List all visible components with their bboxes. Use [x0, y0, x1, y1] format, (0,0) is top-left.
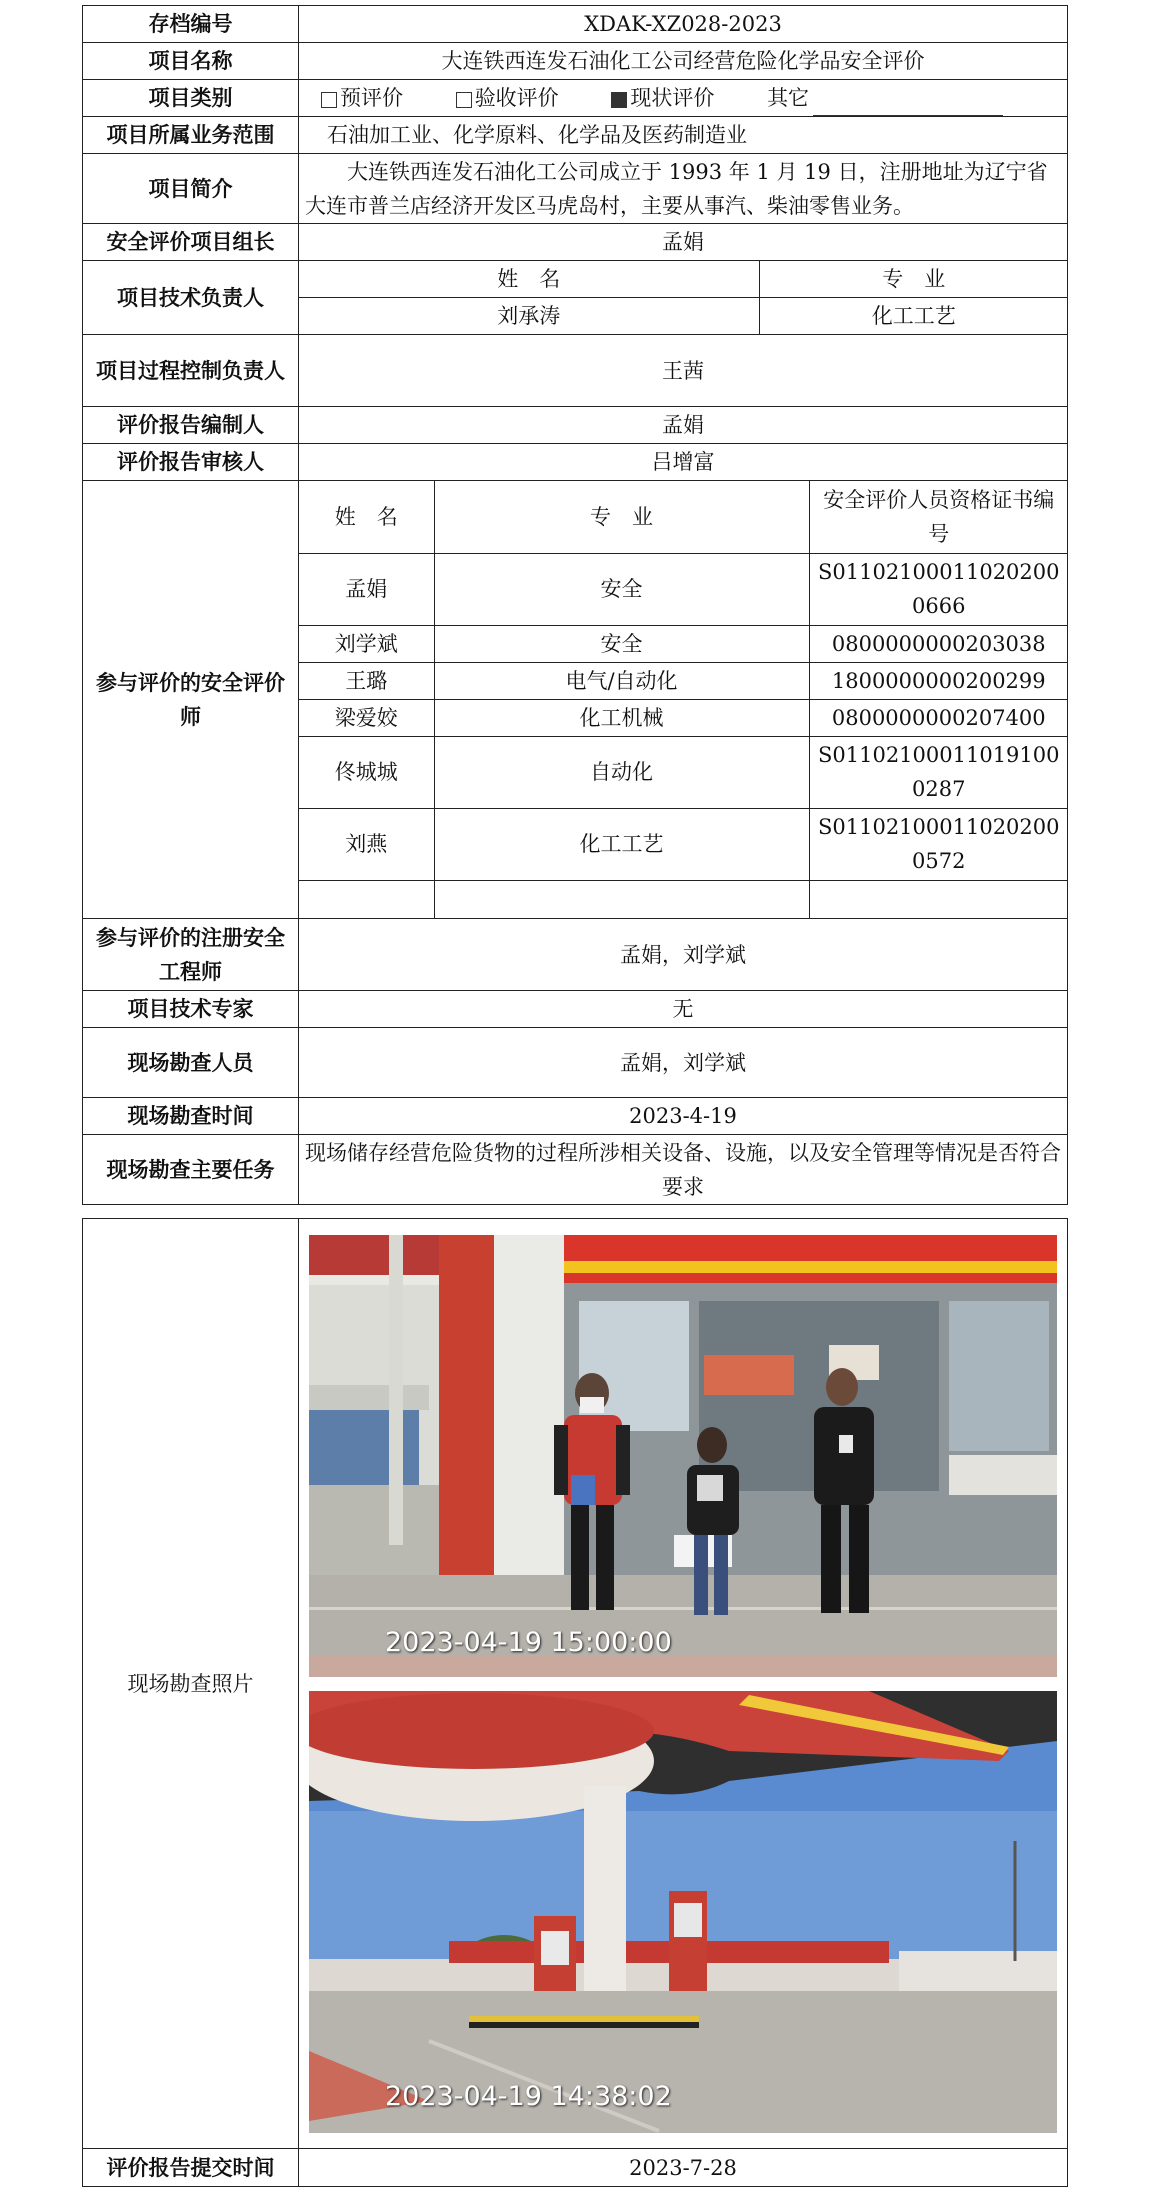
tech-lead-major-header: 专 业: [759, 261, 1068, 298]
tech-lead-major: 化工工艺: [759, 298, 1068, 335]
option-pre-evaluation: 预评价: [321, 86, 403, 110]
process-lead-label: 项目过程控制负责人: [83, 335, 299, 407]
tech-lead-inner-table: [299, 261, 1068, 334]
evaluators-name-header: 姓 名: [299, 481, 434, 553]
table-row: [299, 662, 1068, 699]
archive-value: XDAK-XZ028-2023: [299, 6, 1068, 43]
empty-row: [299, 880, 1068, 918]
project-name-value: 大连铁西连发石油化工公司经营危险化学品安全评价: [299, 43, 1068, 80]
summary-label: 项目简介: [83, 154, 299, 224]
site-staff-value: 孟娟，刘学斌: [299, 1028, 1068, 1098]
project-info-table: [82, 5, 1068, 1205]
reviewer-value: 吕增富: [299, 444, 1068, 481]
entrance-photo-drawing: [309, 1235, 1057, 1677]
tech-lead-cell: [299, 261, 1068, 335]
evaluator-cert: 0800000000207400: [809, 699, 1068, 736]
site-staff-label: 现场勘查人员: [83, 1028, 299, 1098]
option-other: 其它: [767, 86, 1003, 110]
project-name-label: 项目名称: [83, 43, 299, 80]
photo-timestamp: 2023-04-19 14:38:02: [385, 2080, 672, 2112]
compiler-value: 孟娟: [299, 407, 1068, 444]
evaluator-major: 安全: [434, 625, 809, 662]
business-scope-value: 石油加工业、化学原料、化学品及医药制造业: [299, 117, 1068, 154]
project-type-options: [299, 80, 1068, 117]
evaluator-major: 安全: [434, 553, 809, 625]
evaluator-name: 刘燕: [299, 808, 434, 880]
reg-engineers-label: 参与评价的注册安全工程师: [83, 919, 299, 991]
evaluator-major: 电气/自动化: [434, 662, 809, 699]
table-row: [299, 699, 1068, 736]
evaluator-major: 自动化: [434, 736, 809, 808]
evaluator-major: 化工机械: [434, 699, 809, 736]
evaluators-cert-header: 安全评价人员资格证书编号: [809, 481, 1068, 553]
evaluator-name: 孟娟: [299, 553, 434, 625]
photo-timestamp: 2023-04-19 15:00:00: [385, 1626, 672, 1658]
evaluator-cert: 0800000000203038: [809, 625, 1068, 662]
submit-time-value: 2023-7-28: [299, 2149, 1068, 2187]
project-type-label: 项目类别: [83, 80, 299, 117]
summary-value: 大连铁西连发石油化工公司成立于 1993 年 1 月 19 日，注册地址为辽宁省大连市普兰店经济开发区马虎岛村，主要从事汽、柴油零售业务。: [299, 154, 1068, 224]
site-photo-entrance: [309, 1235, 1057, 1677]
other-blank-line: [813, 93, 1003, 116]
table-row: [299, 625, 1068, 662]
evaluator-major: 化工工艺: [434, 808, 809, 880]
evaluator-cert: 1800000000200299: [809, 662, 1068, 699]
tech-expert-value: 无: [299, 991, 1068, 1028]
table-row: [299, 808, 1068, 880]
tech-lead-label: 项目技术负责人: [83, 261, 299, 335]
evaluators-label: 参与评价的安全评价师: [83, 481, 299, 919]
evaluator-name: 王璐: [299, 662, 434, 699]
photos-label: 现场勘查照片: [83, 1219, 299, 2149]
table-row: [299, 736, 1068, 808]
evaluator-name: 刘学斌: [299, 625, 434, 662]
site-task-value: 现场储存经营危险货物的过程所涉相关设备、设施，以及安全管理等情况是否符合要求: [299, 1135, 1068, 1205]
pumps-photo-drawing: [309, 1691, 1057, 2133]
evaluator-cert: S011021000110191000287: [809, 736, 1068, 808]
option-status-evaluation: 现状评价: [611, 86, 714, 110]
team-leader-value: 孟娟: [299, 224, 1068, 261]
team-leader-label: 安全评价项目组长: [83, 224, 299, 261]
evaluators-cell: [299, 481, 1068, 919]
tech-lead-name: 刘承涛: [299, 298, 759, 335]
site-photo-pumps: [309, 1691, 1057, 2133]
checkbox-acceptance-evaluation: [456, 92, 472, 108]
reg-engineers-value: 孟娟，刘学斌: [299, 919, 1068, 991]
site-time-value: 2023-4-19: [299, 1098, 1068, 1135]
checkbox-status-evaluation-checked: [611, 92, 627, 108]
table-row: [299, 553, 1068, 625]
process-lead-value: 王茜: [299, 335, 1068, 407]
photo-table: [82, 1218, 1068, 2187]
evaluator-name: 梁爱姣: [299, 699, 434, 736]
tech-expert-label: 项目技术专家: [83, 991, 299, 1028]
evaluator-cert: S011021000110202000572: [809, 808, 1068, 880]
tech-lead-name-header: 姓 名: [299, 261, 759, 298]
reviewer-label: 评价报告审核人: [83, 444, 299, 481]
photos-cell: [299, 1219, 1068, 2149]
archive-label: 存档编号: [83, 6, 299, 43]
site-task-label: 现场勘查主要任务: [83, 1135, 299, 1205]
site-time-label: 现场勘查时间: [83, 1098, 299, 1135]
evaluators-major-header: 专 业: [434, 481, 809, 553]
option-acceptance-evaluation: 验收评价: [456, 86, 559, 110]
checkbox-pre-evaluation: [321, 92, 337, 108]
evaluator-cert: S011021000110202000666: [809, 553, 1068, 625]
evaluators-inner-table: [299, 481, 1068, 918]
submit-time-label: 评价报告提交时间: [83, 2149, 299, 2187]
evaluator-name: 佟城城: [299, 736, 434, 808]
compiler-label: 评价报告编制人: [83, 407, 299, 444]
business-scope-label: 项目所属业务范围: [83, 117, 299, 154]
